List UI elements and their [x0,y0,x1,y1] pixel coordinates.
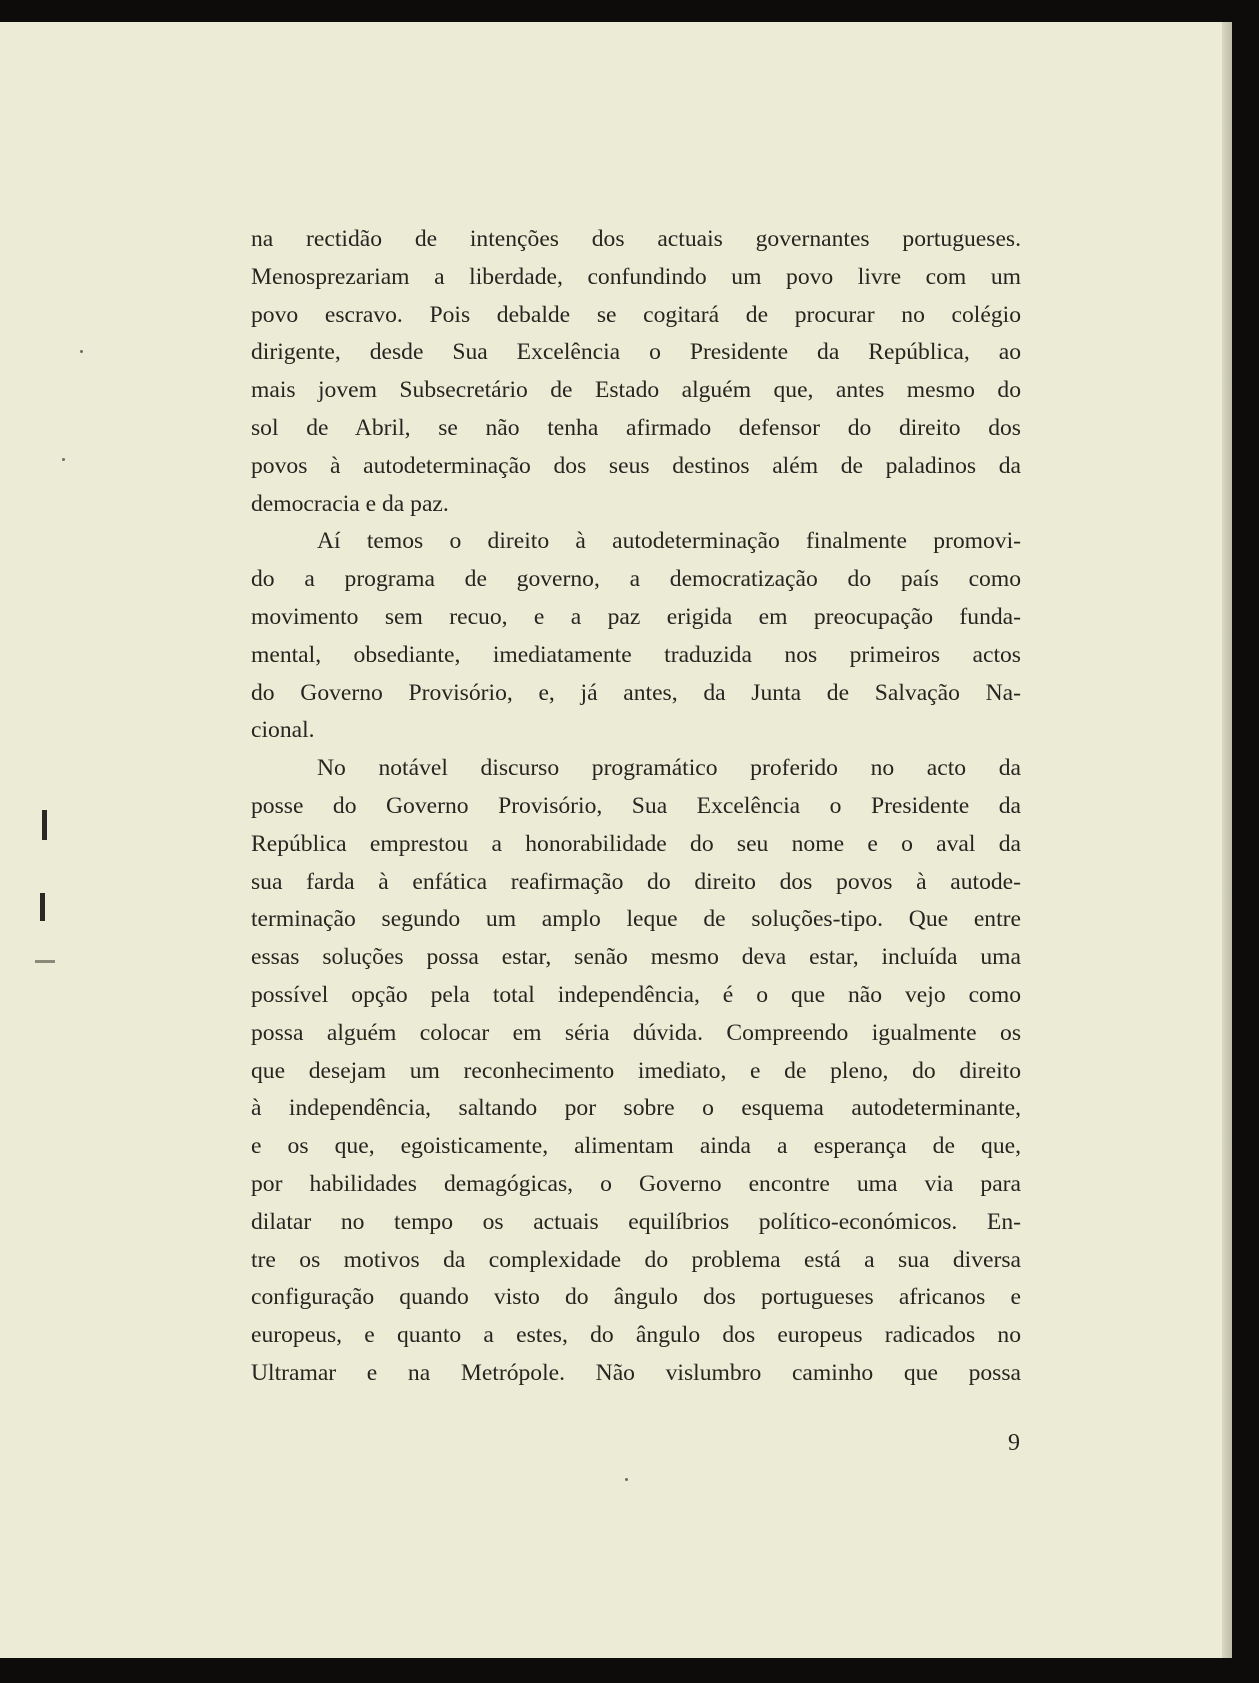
text-line: cional. [251,717,315,744]
text-line: sua farda à enfática reafirmação do direito dos povos à autode- [251,868,1021,895]
text-line: do Governo Provisório, e, já antes, da Junta de Salvação Na- [251,679,1021,706]
speck [80,350,83,353]
text-line: possa alguém colocar em séria dúvida. Compreendo igualmente os [251,1019,1021,1046]
text-line: posse do Governo Provisório, Sua Excelência o Presidente da [251,792,1021,819]
text-line: sol de Abril, se não tenha afirmado defensor do direito dos [251,414,1021,441]
text-line: à independência, saltando por sobre o esquema autodeterminante, [251,1095,1021,1122]
binding-mark [35,960,55,963]
text-line: mental, obsediante, imediatamente traduzida nos primeiros actos [251,641,1021,668]
text-line: do a programa de governo, a democratização do país como [251,566,1021,593]
binding-mark [42,810,47,840]
text-line: mais jovem Subsecretário de Estado alguém que, antes mesmo do [251,377,1021,404]
text-line: essas soluções possa estar, senão mesmo deva estar, incluída uma [251,944,1021,971]
body-text [251,221,1021,1393]
text-line: e os que, egoisticamente, alimentam ainda a esperança de que, [251,1133,1021,1160]
text-line: República emprestou a honorabilidade do seu nome e o aval da [251,830,1021,857]
paper-edge [1222,22,1232,1658]
text-line: dilatar no tempo os actuais equilíbrios político-económicos. En- [251,1208,1021,1235]
text-line: configuração quando visto do ângulo dos portugueses africanos e [251,1284,1021,1311]
text-line: terminação segundo um amplo leque de soluções-tipo. Que entre [251,906,1021,933]
text-line: democracia e da paz. [251,490,449,517]
binding-mark [40,893,45,921]
text-line: Menosprezariam a liberdade, confundindo um povo livre com um [251,263,1021,290]
text-line: No notável discurso programático proferido no acto da [317,755,1021,782]
text-line: possível opção pela total independência, é o que não vejo como [251,981,1021,1008]
text-line: povos à autodeterminação dos seus destinos além de paladinos da [251,452,1021,479]
text-line: europeus, e quanto a estes, do ângulo dos europeus radicados no [251,1322,1021,1349]
speck [62,458,65,461]
text-line: povo escravo. Pois debalde se cogitará de procurar no colégio [251,301,1021,328]
text-line: por habilidades demagógicas, o Governo encontre uma via para [251,1170,1021,1197]
text-line: Ultramar e na Metrópole. Não vislumbro caminho que possa [251,1359,1021,1386]
speck [625,1478,628,1481]
text-line: tre os motivos da complexidade do problema está a sua diversa [251,1246,1021,1273]
text-line: na rectidão de intenções dos actuais governantes portugueses. [251,226,1021,252]
text-line: que desejam um reconhecimento imediato, e de pleno, do direito [251,1057,1021,1084]
text-line: dirigente, desde Sua Excelência o Presidente da República, ao [251,339,1021,366]
page-number: 9 [1008,1430,1020,1456]
text-line: movimento sem recuo, e a paz erigida em preocupação funda- [251,603,1021,630]
text-line: Aí temos o direito à autodeterminação finalmente promovi- [317,528,1021,555]
